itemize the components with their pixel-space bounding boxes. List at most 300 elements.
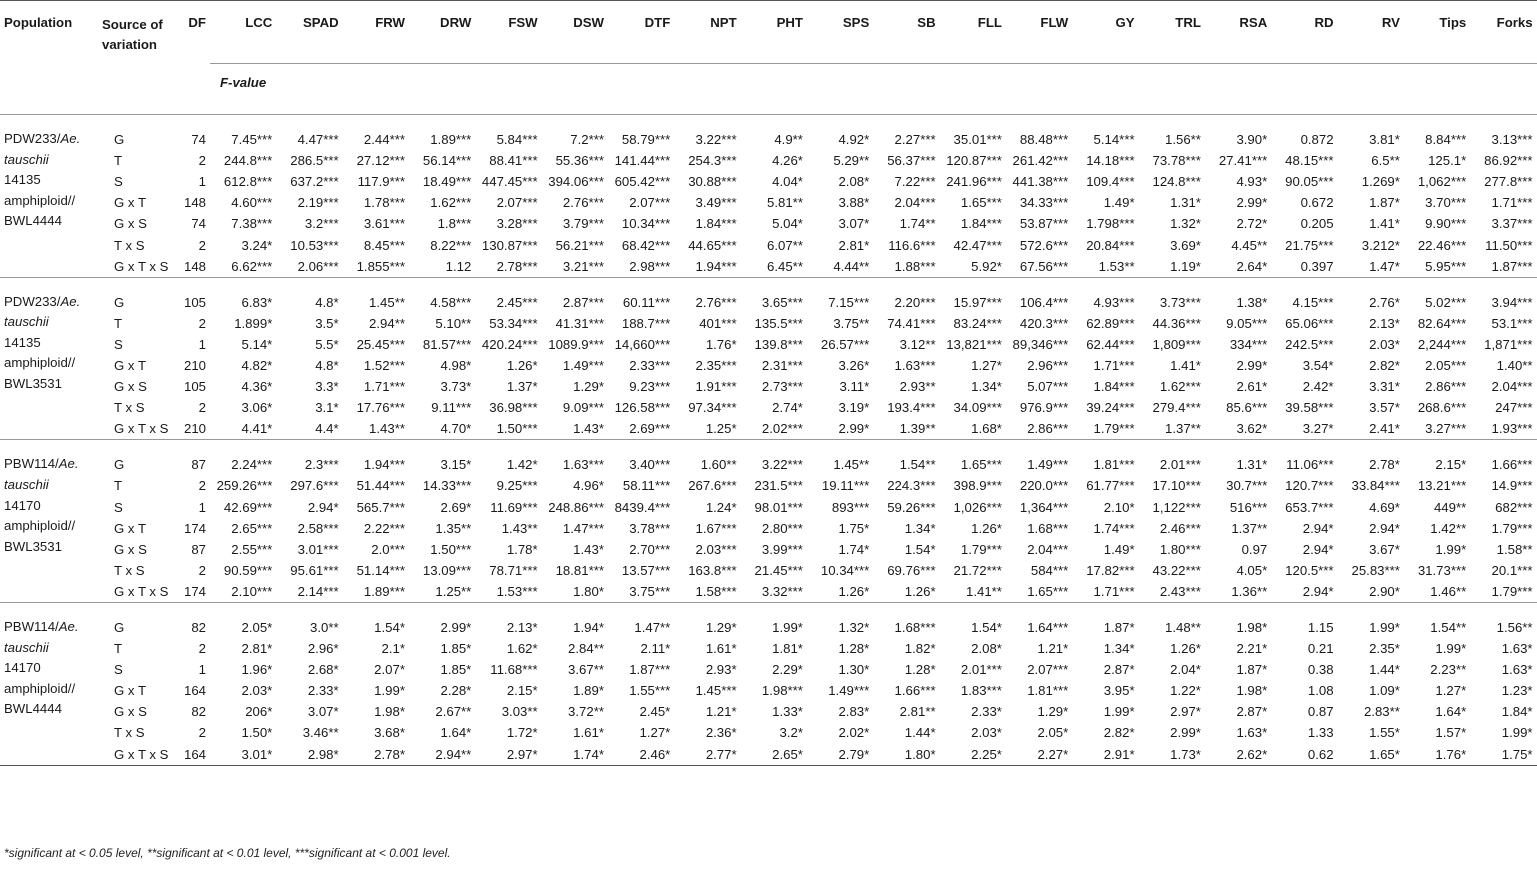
f-value-cell: 0.38 <box>1307 662 1334 678</box>
f-value-cell: 1.63* <box>1501 641 1533 657</box>
f-value-cell: 0.672 <box>1300 195 1334 211</box>
df-cell: 1 <box>198 499 206 515</box>
f-value-cell: 1.99* <box>374 683 405 699</box>
f-value-cell: 3.03** <box>501 704 538 720</box>
f-value-cell: 141.44*** <box>614 153 671 169</box>
population-name-line: amphiploid// <box>4 355 76 371</box>
f-value-cell: 1.37* <box>506 379 538 395</box>
population-name-line: tauschii <box>4 476 49 492</box>
header-spacer <box>98 64 180 115</box>
f-value-cell: 2.65*** <box>231 520 273 536</box>
f-value-cell: 1.99* <box>1338 602 1404 638</box>
header-dtf: DTF <box>608 1 674 64</box>
f-value-cell: 30.88*** <box>688 174 737 190</box>
source-of-variation: G x T <box>114 520 146 536</box>
header-pht: PHT <box>741 1 807 64</box>
f-value-cell: 1.09* <box>1369 683 1400 699</box>
f-value-cell: 65.06*** <box>1285 315 1334 331</box>
source-of-variation: T <box>114 641 123 657</box>
f-value-cell: 2.82* <box>1369 357 1400 373</box>
f-value-cell: 10.53*** <box>290 237 339 253</box>
f-value-cell: 9.23*** <box>629 379 671 395</box>
f-value-cell: 2.15* <box>1404 440 1470 476</box>
f-value-cell: 3.2*** <box>304 216 339 232</box>
f-value-cell: 1.12 <box>445 258 472 274</box>
header-f-value: F-value <box>210 64 1537 115</box>
f-value-cell: 565.7*** <box>356 499 405 515</box>
population-name-line: tauschii <box>4 314 49 330</box>
f-value-cell: 1.64* <box>440 725 472 741</box>
f-value-cell: 4.41* <box>241 421 273 437</box>
f-value-cell: 2.45*** <box>475 277 541 313</box>
f-value-cell: 2.99* <box>1236 357 1268 373</box>
f-value-cell: 1.48** <box>1139 602 1205 638</box>
f-value-cell: 26.57*** <box>820 336 870 352</box>
f-value-cell: 5.14*** <box>1072 115 1138 151</box>
f-value-cell: 1.49* <box>1103 541 1135 557</box>
f-value-cell: 2.93* <box>705 662 737 678</box>
f-value-cell: 3.01*** <box>297 541 339 557</box>
f-value-cell: 653.7*** <box>1285 499 1334 515</box>
f-value-cell: 55.36*** <box>555 153 604 169</box>
f-value-cell: 2.42* <box>1302 379 1334 395</box>
f-value-cell: 3.15* <box>409 440 475 476</box>
f-value-cell: 2.94** <box>435 746 472 762</box>
table-row <box>0 518 1537 539</box>
table-row <box>0 234 1537 255</box>
f-value-cell: 2.55*** <box>231 541 273 557</box>
f-value-cell: 1.78*** <box>363 195 405 211</box>
f-value-cell: 3.69* <box>1170 237 1201 253</box>
f-value-cell: 1.47* <box>1369 258 1400 274</box>
population-name-line: PDW233/Ae. <box>4 131 81 146</box>
f-value-cell: 2.07*** <box>1027 662 1069 678</box>
f-value-cell: 56.14*** <box>422 153 472 169</box>
table-row <box>0 722 1537 743</box>
f-value-cell: 90.05*** <box>1285 174 1334 190</box>
f-value-cell: 1.49*** <box>828 683 870 699</box>
df-cell: 164 <box>183 746 206 762</box>
source-of-variation: G x T x S <box>114 746 169 762</box>
f-value-cell: 3.5* <box>315 315 339 331</box>
table-row <box>0 560 1537 581</box>
f-value-cell: 56.37*** <box>887 153 936 169</box>
f-value-cell: 19.11*** <box>821 478 870 494</box>
f-value-cell: 48.15*** <box>1285 153 1334 169</box>
source-of-variation: S <box>114 336 123 352</box>
f-value-cell: 6.83* <box>210 277 276 313</box>
df-cell: 2 <box>198 237 206 253</box>
f-value-cell: 1.74** <box>899 216 936 232</box>
f-value-cell: 612.8*** <box>223 174 273 190</box>
f-value-cell: 248.86*** <box>548 499 604 515</box>
f-value-cell: 637.2*** <box>290 174 339 190</box>
f-value-cell: 1.34* <box>904 520 936 536</box>
source-of-variation: G x T x S <box>114 421 169 437</box>
f-value-cell: 2.69* <box>440 499 472 515</box>
f-value-cell: 126.58*** <box>614 400 671 416</box>
table-row <box>0 334 1537 355</box>
df-cell: 2 <box>198 641 206 657</box>
f-value-cell: 2.78*** <box>496 258 538 274</box>
f-value-cell: 2.78* <box>1338 440 1404 476</box>
f-value-cell: 893*** <box>831 499 870 515</box>
f-value-cell: 572.6*** <box>1019 237 1069 253</box>
f-value-cell: 2.96* <box>307 641 339 657</box>
f-value-cell: 163.8*** <box>688 562 737 578</box>
f-value-cell: 2.98*** <box>629 258 671 274</box>
f-value-cell: 1.29* <box>1037 704 1069 720</box>
f-value-cell: 1.83*** <box>960 683 1002 699</box>
f-value-cell: 2.07*** <box>496 195 538 211</box>
table-row <box>0 440 1537 476</box>
f-value-cell: 1.98*** <box>761 683 803 699</box>
f-value-cell: 1.71*** <box>363 379 405 395</box>
f-value-cell: 2.24*** <box>210 440 276 476</box>
f-value-cell: 2.05* <box>210 602 276 638</box>
f-value-cell: 1.44* <box>1369 662 1400 678</box>
df-cell: 210 <box>183 421 206 437</box>
header-fll: FLL <box>940 1 1006 64</box>
f-value-cell: 1.33 <box>1307 725 1334 741</box>
f-value-cell: 1.40** <box>1496 357 1533 373</box>
f-value-cell: 85.6*** <box>1226 400 1268 416</box>
f-value-cell: 1.24* <box>705 499 737 515</box>
f-value-cell: 1.75* <box>1501 746 1533 762</box>
f-value-cell: 9.05*** <box>1226 315 1268 331</box>
df-cell: 2 <box>198 478 206 494</box>
table-row <box>0 192 1537 213</box>
f-value-cell: 2.04*** <box>1491 379 1533 395</box>
f-value-cell: 2.93** <box>899 379 936 395</box>
header-population: Population <box>0 1 98 64</box>
f-value-cell: 4.4* <box>315 421 339 437</box>
f-value-cell: 2.22*** <box>363 520 405 536</box>
f-value-cell: 2.86*** <box>1425 379 1467 395</box>
population-name <box>0 440 98 603</box>
f-value-cell: 43.22*** <box>1152 562 1201 578</box>
table-row <box>0 680 1537 701</box>
f-value-cell: 2.43*** <box>1159 583 1201 599</box>
f-value-cell: 1.73* <box>1170 746 1201 762</box>
f-value-cell: 1.38* <box>1205 277 1271 313</box>
source-of-variation: T x S <box>114 237 145 253</box>
f-value-cell: 4.05* <box>1236 562 1268 578</box>
f-value-cell: 1.94*** <box>343 440 409 476</box>
f-value-cell: 2.3*** <box>276 440 342 476</box>
f-value-cell: 2.99* <box>1170 725 1201 741</box>
f-value-cell: 268.6*** <box>1417 400 1467 416</box>
f-value-cell: 1.27* <box>1435 683 1467 699</box>
f-value-cell: 1.55*** <box>629 683 671 699</box>
f-value-cell: 2.41* <box>1369 421 1400 437</box>
source-of-variation: T x S <box>114 562 145 578</box>
f-value-cell: 22.46*** <box>1417 237 1467 253</box>
df-cell: 74 <box>180 115 210 151</box>
f-value-cell: 244.8*** <box>223 153 273 169</box>
f-value-cell: 3.88* <box>838 195 870 211</box>
f-value-cell: 4.98* <box>440 357 472 373</box>
f-value-cell: 1.87*** <box>629 662 671 678</box>
df-cell: 2 <box>198 153 206 169</box>
f-value-cell: 34.09*** <box>953 400 1002 416</box>
f-value-cell: 125.1* <box>1428 153 1467 169</box>
f-value-cell: 1.55* <box>1369 725 1400 741</box>
f-value-cell: 4.70* <box>440 421 472 437</box>
f-value-cell: 3.95* <box>1103 683 1135 699</box>
f-value-cell: 1.79*** <box>1491 583 1533 599</box>
f-value-cell: 1.99* <box>1501 725 1533 741</box>
f-value-cell: 58.11*** <box>622 478 671 494</box>
f-value-cell: 5.07*** <box>1027 379 1069 395</box>
f-value-cell: 1.56** <box>1139 115 1205 151</box>
f-value-cell: 3.75*** <box>629 583 671 599</box>
f-value-cell: 20.1*** <box>1491 562 1533 578</box>
f-value-cell: 0.205 <box>1300 216 1334 232</box>
f-value-cell: 1.91*** <box>695 379 737 395</box>
f-value-cell: 2.76*** <box>674 277 740 313</box>
f-value-cell: 2.04*** <box>894 195 936 211</box>
f-value-cell: 18.49*** <box>422 174 472 190</box>
f-value-cell: 44.65*** <box>688 237 737 253</box>
f-value-cell: 1.58** <box>1496 541 1533 557</box>
f-value-cell: 2.05*** <box>1425 357 1467 373</box>
f-value-cell: 3.19* <box>838 400 870 416</box>
table-row <box>0 744 1537 766</box>
f-value-cell: 2.35* <box>1369 641 1400 657</box>
f-value-cell: 2.08* <box>838 174 870 190</box>
f-value-cell: 1.63*** <box>894 357 936 373</box>
f-value-cell: 5.29** <box>833 153 870 169</box>
f-value-cell: 2.76* <box>1338 277 1404 313</box>
f-value-cell: 4.36* <box>241 379 273 395</box>
header-dsw: DSW <box>542 1 608 64</box>
f-value-cell: 2.33* <box>307 683 339 699</box>
f-value-cell: 0.21 <box>1307 641 1334 657</box>
f-value-cell: 1.61* <box>573 725 604 741</box>
f-value-cell: 1.26* <box>904 583 936 599</box>
f-value-cell: 1,062*** <box>1417 174 1467 190</box>
source-of-variation: G <box>98 115 180 151</box>
source-of-variation: S <box>114 174 123 190</box>
f-value-cell: 4.8* <box>276 277 342 313</box>
f-value-cell: 1.64* <box>1435 704 1467 720</box>
f-value-cell: 5.02*** <box>1404 277 1470 313</box>
table-row <box>0 659 1537 680</box>
f-value-cell: 1.99* <box>1435 641 1467 657</box>
f-value-cell: 2.36* <box>705 725 737 741</box>
f-value-cell: 135.5*** <box>754 315 803 331</box>
f-value-cell: 21.72*** <box>953 562 1002 578</box>
f-value-cell: 1.65*** <box>1027 583 1069 599</box>
table-row <box>0 539 1537 560</box>
header-flw: FLW <box>1006 1 1072 64</box>
f-value-cell: 34.33*** <box>1019 195 1069 211</box>
f-value-cell: 1.98* <box>1236 683 1268 699</box>
f-value-cell: 1.87* <box>1072 602 1138 638</box>
f-value-cell: 1.68*** <box>873 602 939 638</box>
f-value-cell: 4.60*** <box>231 195 273 211</box>
f-value-cell: 1.79*** <box>1093 421 1135 437</box>
f-value-cell: 2.81** <box>899 704 936 720</box>
f-value-cell: 1.899* <box>234 315 273 331</box>
f-value-cell: 2.0*** <box>371 541 405 557</box>
f-value-cell: 1.19* <box>1170 258 1201 274</box>
f-value-cell: 2.94* <box>307 499 339 515</box>
f-value-cell: 5.81** <box>767 195 803 211</box>
f-value-cell: 14.9*** <box>1491 478 1533 494</box>
f-value-cell: 2.31*** <box>761 357 803 373</box>
f-value-cell: 1.45** <box>343 277 409 313</box>
header-rd: RD <box>1271 1 1337 64</box>
f-value-cell: 3.67** <box>568 662 604 678</box>
f-value-cell: 1.80* <box>904 746 936 762</box>
f-value-cell: 8439.4*** <box>614 499 671 515</box>
f-value-cell: 398.9*** <box>953 478 1002 494</box>
f-value-cell: 1.23* <box>1501 683 1533 699</box>
f-value-cell: 1.72* <box>506 725 538 741</box>
table-row <box>0 115 1537 151</box>
f-value-cell: 3.22*** <box>741 440 807 476</box>
f-value-cell: 2.69*** <box>629 421 671 437</box>
f-value-cell: 1.27* <box>971 357 1002 373</box>
f-value-cell: 394.06*** <box>548 174 604 190</box>
df-cell: 148 <box>183 195 206 211</box>
f-value-cell: 2.81* <box>241 641 273 657</box>
population-name-line: amphiploid// <box>4 680 76 696</box>
f-value-cell: 277.8*** <box>1484 174 1533 190</box>
source-of-variation: G x S <box>114 216 147 232</box>
f-value-cell: 18.81*** <box>555 562 604 578</box>
f-value-cell: 1.53*** <box>496 583 538 599</box>
header-forks: Forks <box>1470 1 1536 64</box>
f-value-cell: 3.07* <box>307 704 339 720</box>
df-cell: 2 <box>198 315 206 331</box>
f-value-cell: 3.62* <box>1236 421 1268 437</box>
f-value-cell: 1.34* <box>1103 641 1135 657</box>
table-row <box>0 277 1537 313</box>
table-row <box>0 171 1537 192</box>
f-value-cell: 11.69*** <box>490 499 538 515</box>
f-value-cell: 1.31* <box>1205 440 1271 476</box>
f-value-cell: 2.27*** <box>873 115 939 151</box>
df-cell: 87 <box>191 541 206 557</box>
df-cell: 74 <box>191 216 206 232</box>
header-npt: NPT <box>674 1 740 64</box>
f-value-cell: 1089.9*** <box>548 336 604 352</box>
population-name-line: BWL3531 <box>4 538 62 554</box>
population-name-line: PBW114/Ae. <box>4 618 79 634</box>
f-value-cell: 41.31*** <box>555 315 604 331</box>
f-value-cell: 42.69*** <box>223 499 273 515</box>
f-value-cell: 3.212* <box>1361 237 1400 253</box>
f-value-cell: 5.10** <box>435 315 472 331</box>
header-drw: DRW <box>409 1 475 64</box>
f-value-cell: 2.74* <box>772 400 803 416</box>
f-value-cell: 7.15*** <box>807 277 873 313</box>
f-value-cell: 1.46** <box>1430 583 1467 599</box>
source-of-variation: G x T <box>114 683 146 699</box>
f-value-cell: 2.23** <box>1430 662 1467 678</box>
f-value-cell: 2.83* <box>838 704 870 720</box>
f-value-cell: 1.66*** <box>1470 440 1536 476</box>
f-value-cell: 31.73*** <box>1417 562 1467 578</box>
f-value-cell: 2.91* <box>1103 746 1135 762</box>
f-value-cell: 3.13*** <box>1470 115 1536 151</box>
f-value-cell: 86.92*** <box>1484 153 1533 169</box>
f-value-cell: 3.2* <box>779 725 803 741</box>
f-value-cell: 1.52*** <box>363 357 405 373</box>
header-source-of-variation: Source of variation <box>98 1 180 64</box>
f-value-cell: 51.14*** <box>356 562 405 578</box>
f-value-cell: 98.01*** <box>754 499 803 515</box>
f-value-cell: 6.07** <box>767 237 803 253</box>
f-value-cell: 1.43** <box>369 421 405 437</box>
f-value-cell: 8.22*** <box>430 237 472 253</box>
f-value-cell: 53.34*** <box>489 315 538 331</box>
f-value-cell: 13.57*** <box>621 562 671 578</box>
f-value-cell: 3.57* <box>1369 400 1400 416</box>
f-value-cell: 247*** <box>1495 400 1533 416</box>
f-value-cell: 3.78*** <box>629 520 671 536</box>
f-value-cell: 2.68* <box>307 662 339 678</box>
f-value-cell: 5.95*** <box>1425 258 1467 274</box>
f-value-cell: 3.26* <box>838 357 870 373</box>
f-value-cell: 33.84*** <box>1351 478 1400 494</box>
table-row <box>0 376 1537 397</box>
f-value-cell: 14,660*** <box>614 336 671 352</box>
f-value-cell: 1.47** <box>608 602 674 638</box>
f-value-cell: 4.58*** <box>409 277 475 313</box>
f-value-cell: 1.71*** <box>1093 583 1135 599</box>
f-value-cell: 1.79*** <box>960 541 1002 557</box>
f-value-cell: 6.45** <box>767 258 803 274</box>
f-value-cell: 11.68*** <box>490 662 538 678</box>
f-value-cell: 1.68* <box>971 421 1002 437</box>
source-of-variation: T <box>114 153 123 169</box>
f-value-cell: 1.62*** <box>1159 379 1201 395</box>
f-value-cell: 9.11*** <box>431 400 472 416</box>
f-value-cell: 3.79*** <box>562 216 604 232</box>
f-value-cell: 2.99* <box>409 602 475 638</box>
f-value-cell: 95.61*** <box>290 562 339 578</box>
f-value-cell: 2.97* <box>1170 704 1201 720</box>
f-value-cell: 83.24*** <box>953 315 1002 331</box>
f-value-cell: 20.84*** <box>1086 237 1135 253</box>
f-value-cell: 130.87*** <box>481 237 538 253</box>
f-value-cell: 21.45*** <box>754 562 803 578</box>
population-name-line: 14135 <box>4 334 41 350</box>
f-value-cell: 3.94*** <box>1470 277 1536 313</box>
f-value-cell: 1.87* <box>1369 195 1400 211</box>
f-value-cell: 1.36** <box>1231 583 1268 599</box>
f-value-cell: 2.62* <box>1236 746 1268 762</box>
f-value-cell: 3.81* <box>1338 115 1404 151</box>
population-name-line: tauschii <box>4 639 49 655</box>
f-value-cell: 1.85* <box>440 662 472 678</box>
f-value-cell: 206* <box>245 704 273 720</box>
f-value-cell: 1.98* <box>1205 602 1271 638</box>
f-value-cell: 2.94* <box>1302 541 1334 557</box>
f-value-cell: 420.3*** <box>1019 315 1069 331</box>
f-value-cell: 39.24*** <box>1086 400 1135 416</box>
f-value-cell: 2.45* <box>639 704 671 720</box>
df-cell: 105 <box>183 379 206 395</box>
f-value-cell: 1.32* <box>1170 216 1201 232</box>
f-value-cell: 1.22* <box>1170 683 1201 699</box>
f-value-cell: 1.79*** <box>1491 520 1533 536</box>
f-value-cell: 2.87*** <box>542 277 608 313</box>
